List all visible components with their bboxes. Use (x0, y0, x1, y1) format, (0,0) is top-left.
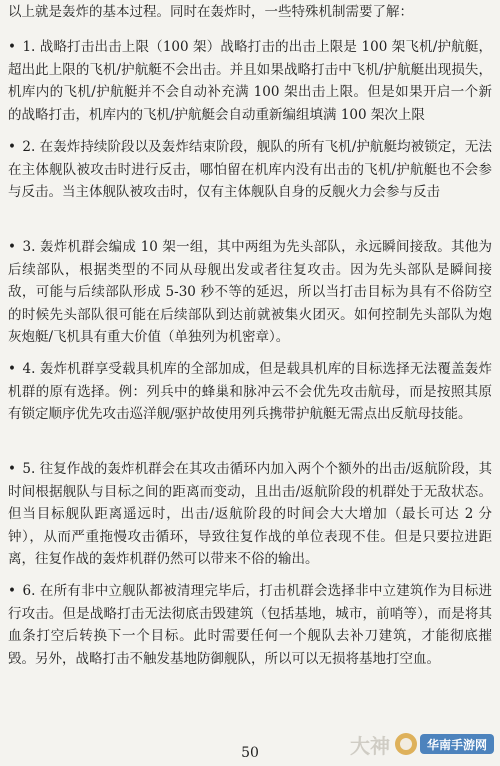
watermark-logo-icon (348, 726, 496, 762)
list-item-text: 3. 轰炸机群会编成 10 架一组，其中两组为先头部队，永远瞬间接敌。其他为后续部队，根据类型的不同从母舰出发或者往复攻击。因为先头部队是瞬间接敌，可能与后续部队形成 5-30 秒不等的延迟，所以当打击目标为具有不俗防空的时候先头部队很可能在后续部队到达前就被集火团灭。如何控制先头部队为炮灰炮艇/飞机具有重大价值（单独列为机密章）。 (8, 239, 493, 346)
list-item (8, 458, 492, 571)
bullet-marker: • (8, 139, 16, 155)
bullet-marker: • (8, 239, 16, 255)
intro-paragraph: 以上就是轰炸的基本过程。同时在轰炸时，一些特殊机制需要了解： (8, 4, 413, 20)
list-item-text: 4. 轰炸机群享受载具机库的全部加成，但是载具机库的目标选择无法覆盖轰炸机群的原有选择。例：列兵中的蜂巢和脉冲云不会优先攻击航母，而是按照其原有锁定顺序优先攻击巡洋舰/驱护故使用列兵携带护航艇无需点出反航母技能。 (8, 361, 492, 423)
list-item-text: 6. 在所有非中立舰队都被清理完毕后，打击机群会选择非中立建筑作为目标进行攻击。但是战略打击无法彻底击毁建筑（包括基地，城市，前哨等），而是将其血条打空后转换下一个目标。此时需要任何一个舰队去补刀建筑，才能彻底摧毁。另外，战略打击不触发基地防御舰队，所以可以无损将基地打空血。 (8, 583, 492, 667)
list-item (8, 136, 492, 204)
watermark-prefix: 大神 (350, 734, 390, 758)
list-item-text: 5. 往复作战的轰炸机群会在其攻击循环内加入两个个额外的出击/返航阶段，其时间根据舰队与目标之间的距离而变动，且出击/返航阶段的机群处于无敌状态。但当目标舰队距离遥远时，出击/返航阶段的时间会大大增加（最长可达 2 分钟），从而严重拖慢攻击循环，导致往复作战的单位表现不佳。但是只要拉进距离，往复作战的轰炸机群仍然可以带来不俗的输出。 (8, 461, 492, 568)
watermark-logo (348, 726, 496, 762)
list-item-text: 1. 战略打击出击上限（100 架）战略打击的出击上限是 100 架飞机/护航艇，超出此上限的飞机/护航艇不会出击。并且如果战略打击中飞机/护航艇出现损失，机库内的飞机/护航艇并不会自动补充满 100 架出击上限。但是如果开启一个新的战略打击，机库内的飞机/护航艇会自动重新编组填满 100 架次上限 (8, 39, 492, 123)
list-item (8, 358, 492, 426)
bullet-marker: • (8, 39, 16, 55)
watermark-text: 华南手游网 (426, 738, 488, 752)
bullet-marker: • (8, 583, 16, 599)
list-item (8, 236, 492, 349)
list-item-text: 2. 在轰炸持续阶段以及轰炸结束阶段，舰队的所有飞机/护航艇均被锁定，无法在主体舰队被攻击时进行反击，哪怕留在机库内没有出击的飞机/护航艇也不会参与反击。当主体舰队被攻击时，仅有主体舰队自身的反舰火力会参与反击 (8, 139, 492, 201)
bullet-marker: • (8, 461, 16, 477)
page-number: 50 (241, 745, 259, 761)
list-item (8, 36, 492, 126)
list-item (8, 580, 492, 670)
bullet-marker: • (8, 361, 16, 377)
